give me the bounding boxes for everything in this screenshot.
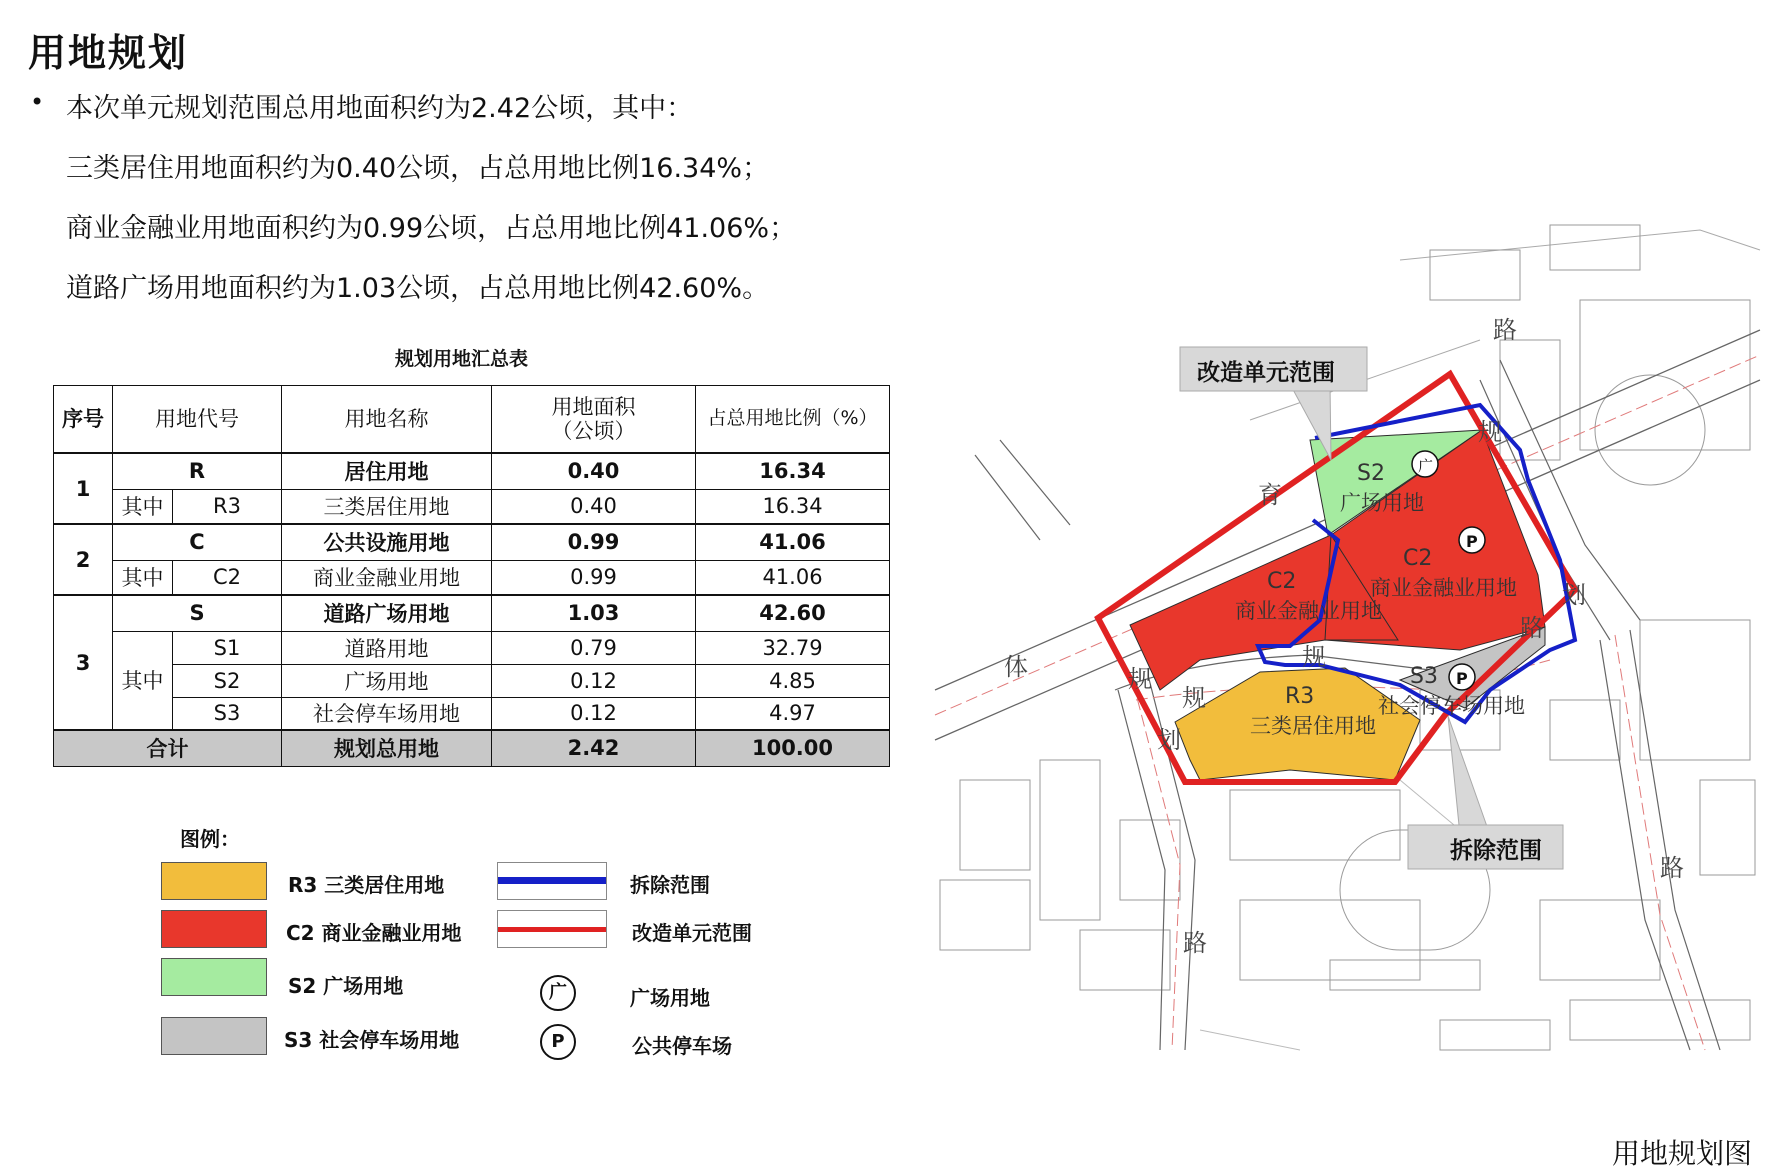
cell-area: 0.99 [492, 560, 696, 595]
cell-total-area: 2.42 [492, 730, 696, 766]
cell-code: C [113, 524, 282, 560]
land-use-summary-table [53, 385, 890, 767]
legend-label-c2: C2 商业金融业用地 [286, 921, 462, 945]
road-label-lu-southeast: 路 [1660, 854, 1684, 882]
table-row [54, 453, 890, 489]
cell-ratio: 4.85 [696, 664, 890, 697]
label-parking-symbol: P [1466, 532, 1478, 551]
land-use-map [932, 220, 1768, 1055]
parking-symbol-icon: P [540, 1024, 576, 1060]
label-s2-code: S2 [1357, 461, 1385, 486]
legend-swatch-s3 [161, 1017, 267, 1055]
table-row [54, 697, 890, 730]
cell-ratio: 16.34 [696, 453, 890, 489]
callout-label-demolition: 拆除范围 [1450, 838, 1542, 864]
cell-code: S1 [173, 631, 282, 664]
cell-qizhong: 其中 [113, 631, 173, 730]
cell-code: S [113, 595, 282, 631]
legend-swatch-r3 [161, 862, 267, 900]
cell-ratio: 32.79 [696, 631, 890, 664]
road-label-gui-south: 规 [1302, 643, 1326, 671]
label-s2-name: 广场用地 [1340, 491, 1424, 515]
table-row [54, 595, 890, 631]
cell-total-label: 合计 [54, 730, 282, 766]
summary-line-residential: 三类居住用地面积约为0.40公顷，占总用地比例16.34%； [66, 153, 770, 184]
map-caption: 用地规划图 [1612, 1137, 1753, 1170]
cell-area: 0.12 [492, 697, 696, 730]
cell-name: 三类居住用地 [282, 489, 492, 524]
cell-ratio: 41.06 [696, 524, 890, 560]
label-c2-code-west: C2 [1267, 569, 1297, 594]
table-row [54, 664, 890, 697]
road-label-lu-north: 路 [1493, 316, 1517, 344]
legend-label-s2: S2 广场用地 [288, 974, 404, 998]
cell-name: 社会停车场用地 [282, 697, 492, 730]
cell-qizhong: 其中 [113, 489, 173, 524]
legend-swatch-renewal [497, 910, 607, 948]
label-plaza-symbol: 广 [1418, 457, 1434, 475]
cell-total-ratio: 100.00 [696, 730, 890, 766]
label-s3-name: 社会停车场用地 [1378, 694, 1525, 718]
label-c2-name-east: 商业金融业用地 [1370, 576, 1517, 600]
header-area [492, 386, 696, 454]
header-code: 用地代号 [113, 386, 282, 454]
label-parking-symbol-s3: P [1456, 669, 1468, 688]
header-area-line1: 用地面积 [551, 394, 636, 419]
header-area-line2: （公顷） [551, 419, 636, 443]
road-label-ti: 体 [1004, 653, 1028, 681]
cell-code: R [113, 453, 282, 489]
summary-line-total: 本次单元规划范围总用地面积约为2.42公顷，其中： [66, 93, 694, 124]
table-row [54, 524, 890, 560]
plaza-symbol-icon: 广 [540, 975, 576, 1011]
cell-total-name: 规划总用地 [282, 730, 492, 766]
cell-name: 道路用地 [282, 631, 492, 664]
label-s3-code: S3 [1410, 664, 1438, 689]
cell-area: 0.40 [492, 453, 696, 489]
legend-line-red [498, 927, 606, 932]
cell-ratio: 4.97 [696, 697, 890, 730]
summary-line-commercial: 商业金融业用地面积约为0.99公顷，占总用地比例41.06%； [66, 213, 797, 244]
cell-area: 0.79 [492, 631, 696, 664]
legend-label-renewal: 改造单元范围 [632, 921, 752, 945]
legend-label-plaza: 广场用地 [630, 986, 710, 1010]
road-label-gui-east: 规 [1478, 418, 1502, 446]
road-label-hua-west: 划 [1157, 726, 1181, 754]
road-label-lu-east: 路 [1520, 614, 1544, 642]
cell-code: C2 [173, 560, 282, 595]
cell-ratio: 16.34 [696, 489, 890, 524]
header-name: 用地名称 [282, 386, 492, 454]
table-row [54, 631, 890, 664]
header-ratio: 占总用地比例（%） [696, 386, 890, 454]
callout-label-renewal: 改造单元范围 [1197, 360, 1335, 386]
cell-area: 0.12 [492, 664, 696, 697]
cell-name: 居住用地 [282, 453, 492, 489]
cell-ratio: 41.06 [696, 560, 890, 595]
legend-title: 图例： [180, 827, 240, 851]
road-label-gui-inner: 规 [1182, 684, 1206, 712]
legend-label-r3: R3 三类居住用地 [288, 873, 445, 897]
header-seq: 序号 [54, 386, 113, 454]
summary-line-road: 道路广场用地面积约为1.03公顷，占总用地比例42.60%。 [66, 273, 770, 304]
legend-swatch-demolition [497, 862, 607, 900]
road-label-yu: 育 [1258, 481, 1282, 509]
page-title: 用地规划 [28, 31, 189, 75]
legend-label-s3: S3 社会停车场用地 [284, 1028, 460, 1052]
road-label-lu-west: 路 [1183, 929, 1207, 957]
legend-label-demolition: 拆除范围 [630, 873, 710, 897]
cell-area: 0.40 [492, 489, 696, 524]
cell-name: 广场用地 [282, 664, 492, 697]
cell-ratio: 42.60 [696, 595, 890, 631]
label-c2-name-west: 商业金融业用地 [1235, 599, 1382, 623]
legend-swatch-c2 [161, 910, 267, 948]
bullet-marker: • [30, 88, 45, 116]
table-total-row [54, 730, 890, 766]
cell-code: S3 [173, 697, 282, 730]
legend-swatch-s2 [161, 958, 267, 996]
table-row [54, 489, 890, 524]
table-title: 规划用地汇总表 [395, 348, 529, 370]
cell-area: 0.99 [492, 524, 696, 560]
table-header-row [54, 386, 890, 454]
label-c2-code-east: C2 [1403, 546, 1433, 571]
cell-seq: 1 [54, 453, 113, 524]
cell-name: 商业金融业用地 [282, 560, 492, 595]
road-label-hua-east: 划 [1562, 581, 1586, 609]
label-r3-code: R3 [1285, 684, 1315, 709]
cell-name: 道路广场用地 [282, 595, 492, 631]
cell-name: 公共设施用地 [282, 524, 492, 560]
cell-seq: 2 [54, 524, 113, 595]
cell-seq: 3 [54, 595, 113, 730]
label-r3-name: 三类居住用地 [1250, 714, 1376, 738]
legend-line-blue [498, 877, 606, 884]
cell-qizhong: 其中 [113, 560, 173, 595]
road-label-gui-west: 规 [1128, 665, 1152, 693]
cell-area: 1.03 [492, 595, 696, 631]
cell-code: S2 [173, 664, 282, 697]
table-row [54, 560, 890, 595]
legend-label-parking: 公共停车场 [632, 1034, 732, 1058]
cell-code: R3 [173, 489, 282, 524]
